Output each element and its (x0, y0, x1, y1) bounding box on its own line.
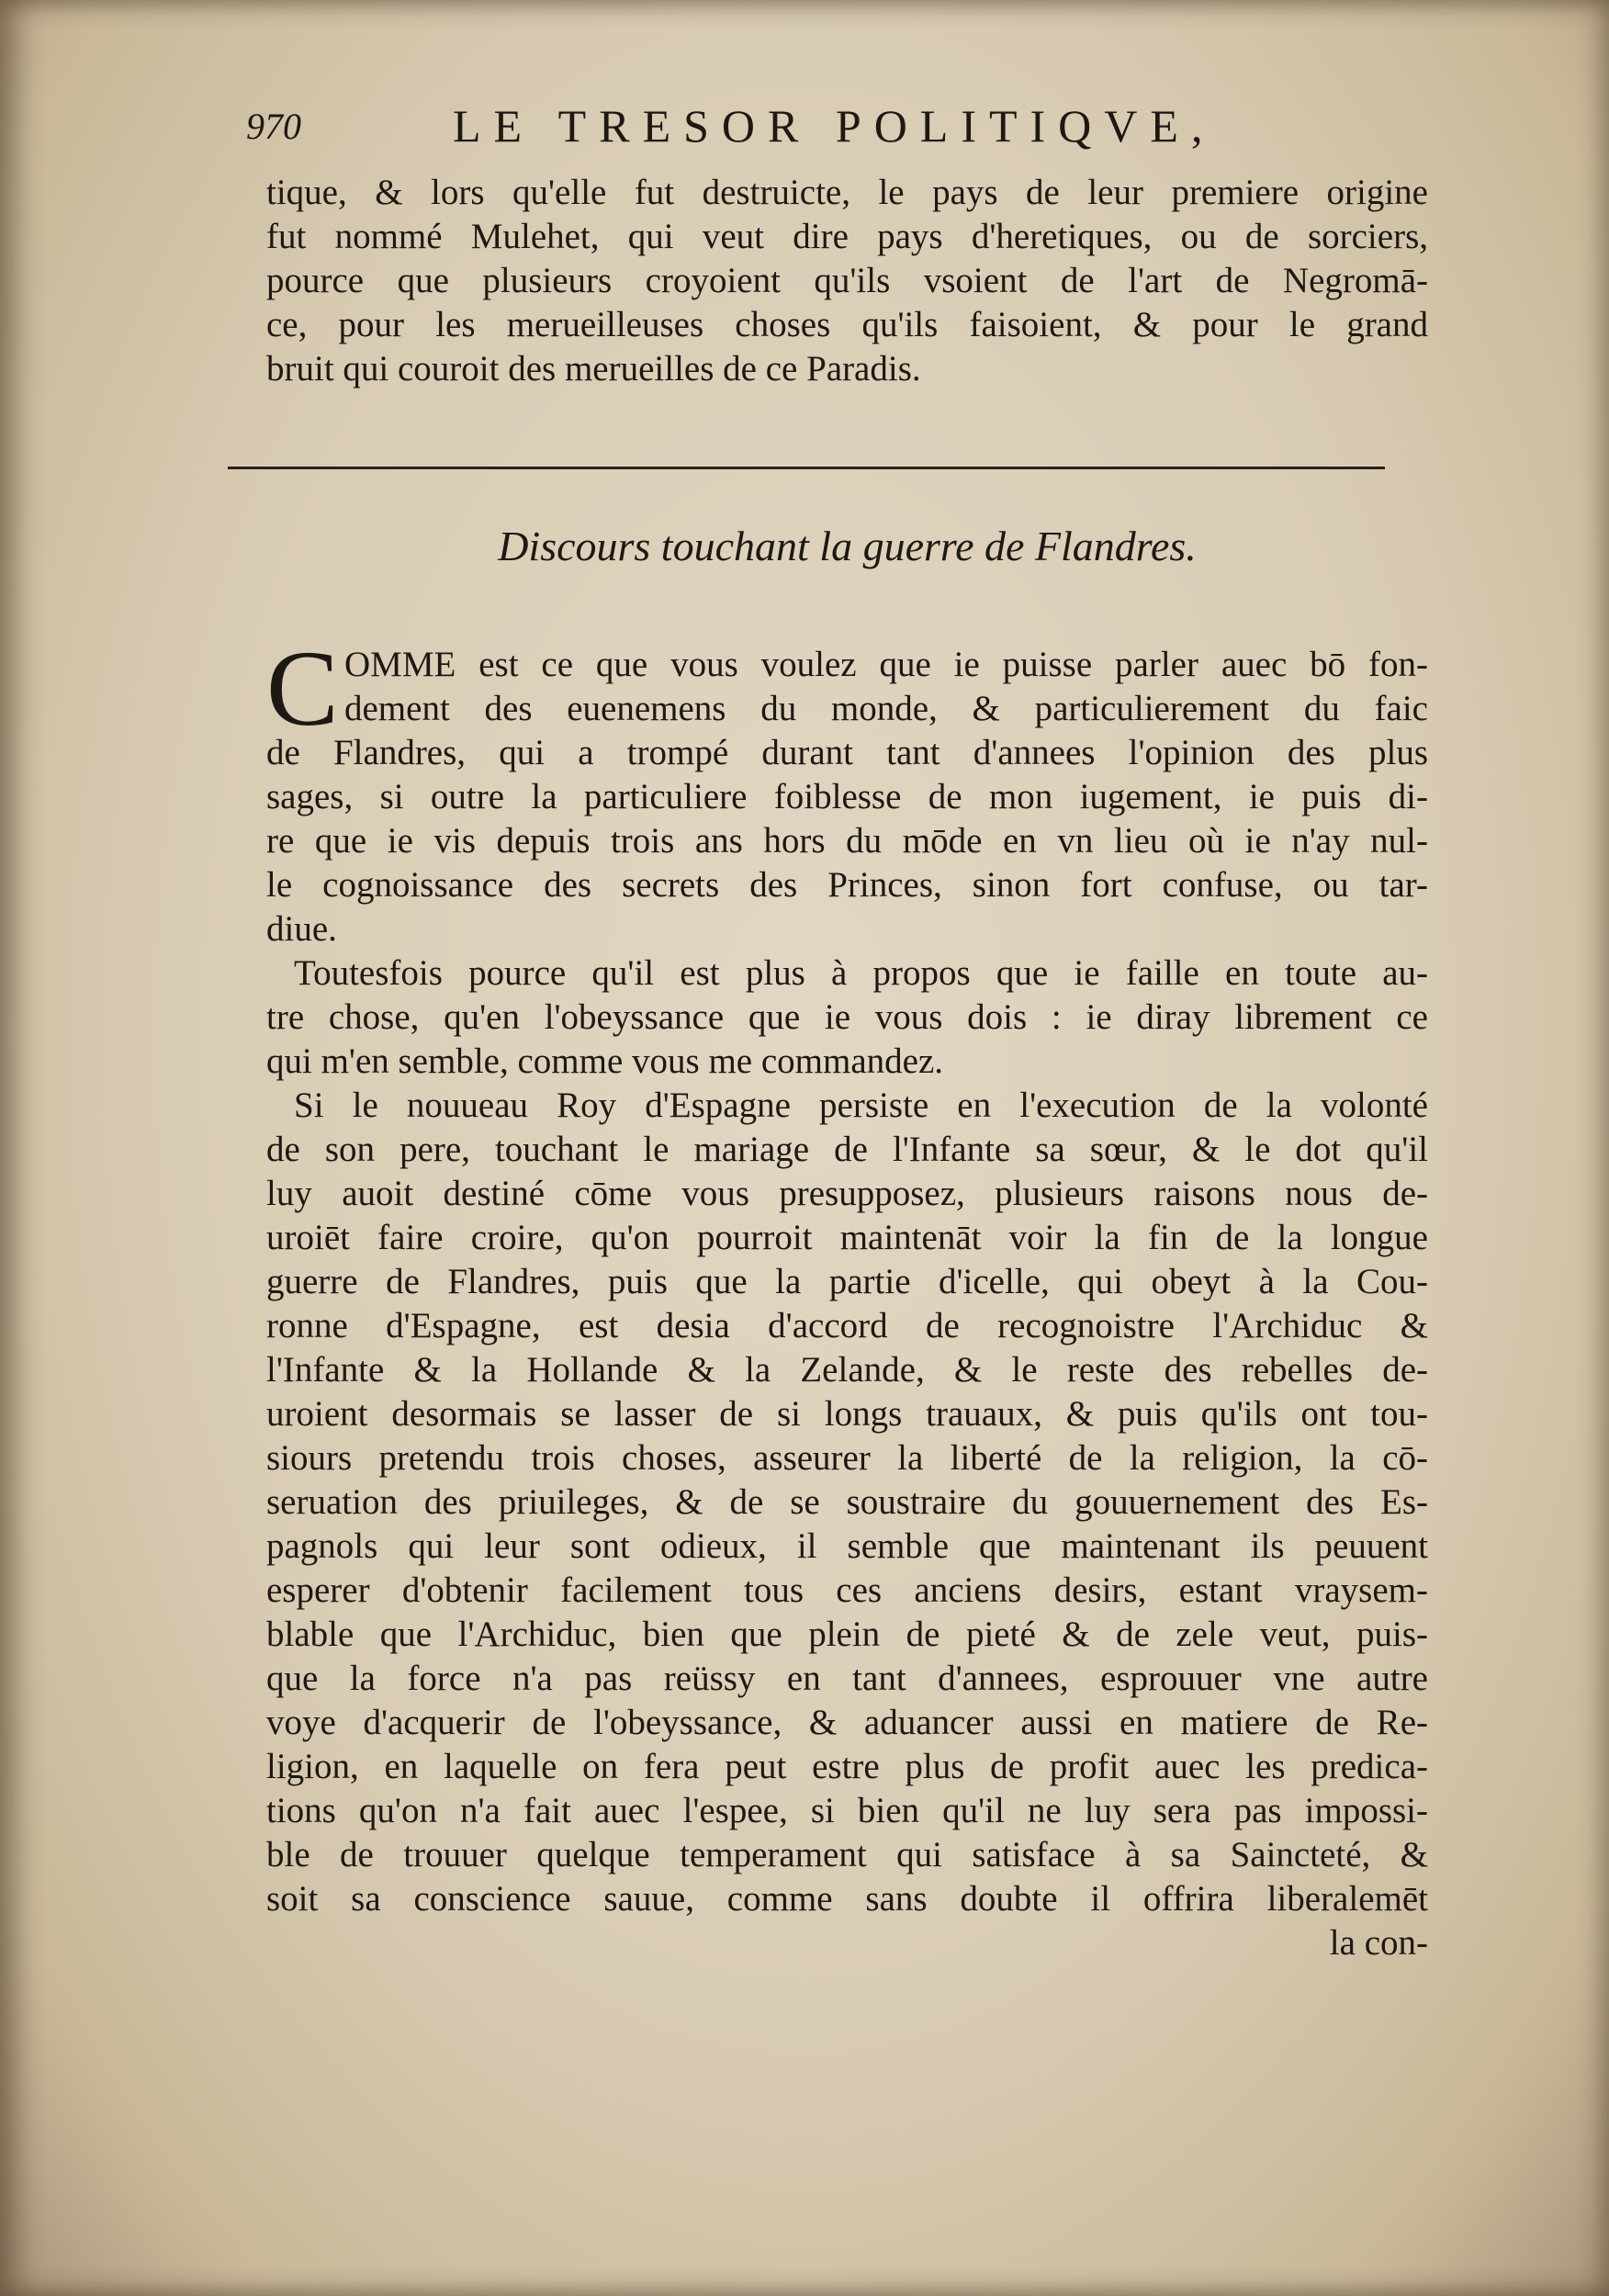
text-line: ligion, en laquelle on fera peut estre plus de profit auec les predica- (266, 1747, 1428, 1786)
text-line: uroient desormais se lasser de si longs trauaux, & puis qu'ils ont tou- (266, 1394, 1428, 1434)
text-line: pagnols qui leur sont odieux, il semble que maintenant ils peuuent (266, 1526, 1428, 1566)
text-line: OMME est ce que vous voulez que ie puisse parler auec bō fon- (344, 645, 1428, 684)
text-line: luy auoit destiné cōme vous presupposez, plusieurs raisons nous de- (266, 1174, 1428, 1213)
text-line: de son pere, touchant le mariage de l'Infante sa sœur, & le dot qu'il (266, 1130, 1428, 1169)
text-line: bruit qui couroit des merueilles de ce Paradis. (266, 349, 921, 388)
text-line: pource que plusieurs croyoient qu'ils vsoient de l'art de Negromā- (266, 261, 1428, 300)
running-head (246, 99, 1431, 154)
text-line: voye d'acquerir de l'obeyssance, & aduancer aussi en matiere de Re- (266, 1703, 1428, 1742)
body-text (266, 731, 1428, 1965)
opening-lines (344, 643, 1428, 731)
text-line: tique, & lors qu'elle fut destruicte, le pays de leur premiere origine (266, 173, 1428, 212)
text-line: guerre de Flandres, puis que la partie d'icelle, qui obeyt à la Cou- (266, 1262, 1428, 1301)
catchword: la con- (1329, 1923, 1428, 1963)
text-line: le cognoissance des secrets des Princes, sinon fort confuse, ou tar- (266, 865, 1428, 905)
text-line: tre chose, qu'en l'obeyssance que ie vous dois : ie diray librement ce (266, 997, 1428, 1037)
text-line: Toutesfois pource qu'il est plus à propos que ie faille en toute au- (294, 953, 1428, 993)
page-number: 970 (246, 106, 301, 147)
text-line: dement des euenemens du monde, & particulierement du faic (344, 689, 1428, 728)
text-line: ronne d'Espagne, est desia d'accord de recognoistre l'Archiduc & (266, 1306, 1428, 1345)
text-line: sages, si outre la particuliere foiblesse de mon iugement, ie puis di- (266, 777, 1428, 816)
section-heading: Discours touchant la guerre de Flandres. (498, 523, 1197, 569)
text-line: de Flandres, qui a trompé durant tant d'annees l'opinion des plus (266, 733, 1428, 772)
text-line: Si le nouueau Roy d'Espagne persiste en l'execution de la volonté (294, 1086, 1428, 1125)
text-line: ce, pour les merueilleuses choses qu'ils faisoient, & pour le grand (266, 305, 1428, 344)
drop-cap: C (266, 628, 339, 748)
text-line: soit sa conscience sauue, comme sans doubte il offrira liberalemēt (266, 1879, 1428, 1919)
section-divider-rule (228, 467, 1385, 469)
text-line: tions qu'on n'a fait auec l'espee, si bien qu'il ne luy sera pas impossi- (266, 1791, 1428, 1830)
text-line: uroiēt faire croire, qu'on pourroit maintenāt voir la fin de la longue (266, 1218, 1428, 1257)
text-line: esperer d'obtenir facilement tous ces anciens desirs, estant vraysem- (266, 1570, 1428, 1610)
text-line: ble de trouuer quelque temperament qui satisface à sa Saincteté, & (266, 1835, 1428, 1874)
chapter-end-paragraph (266, 171, 1428, 391)
text-line: l'Infante & la Hollande & la Zelande, & le reste des rebelles de- (266, 1350, 1428, 1390)
text-line: que la force n'a pas reüssy en tant d'annees, esprouuer vne autre (266, 1659, 1428, 1698)
text-line: qui m'en semble, comme vous me commandez. (266, 1041, 944, 1081)
text-line: blable que l'Archiduc, bien que plein de pieté & de zele veut, puis- (266, 1615, 1428, 1654)
text-line: diue. (266, 909, 337, 949)
text-line: siours pretendu trois choses, asseurer la liberté de la religion, la cō- (266, 1438, 1428, 1478)
text-line: re que ie vis depuis trois ans hors du mōde en vn lieu où ie n'ay nul- (266, 821, 1428, 861)
text-line: seruation des priuileges, & de se soustraire du gouuernement des Es- (266, 1482, 1428, 1522)
text-line: fut nommé Mulehet, qui veut dire pays d'heretiques, ou de sorciers, (266, 217, 1428, 256)
running-title: LE TRESOR POLITIQVE, (453, 100, 1216, 152)
